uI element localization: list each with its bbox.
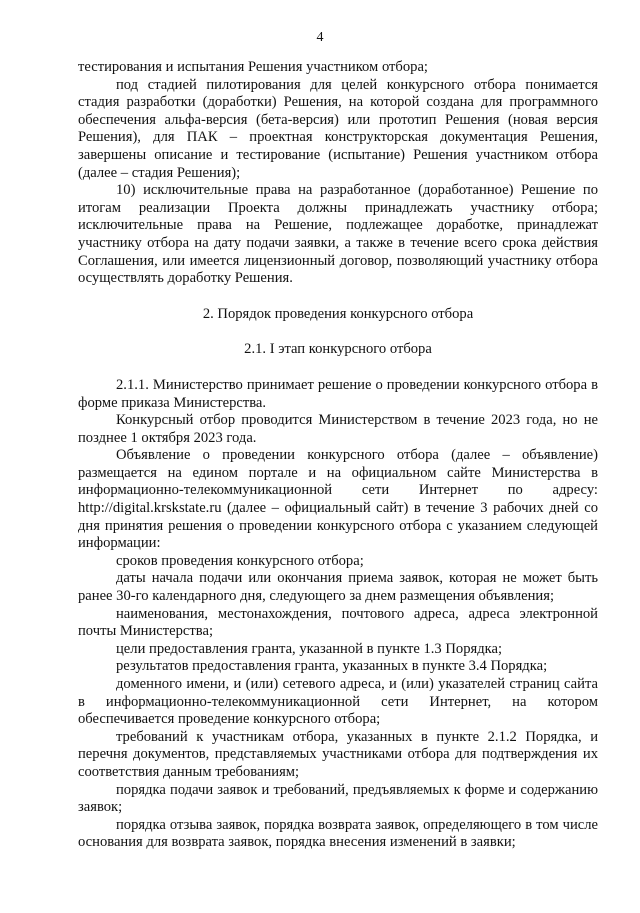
page-number: 4	[316, 30, 324, 45]
list-item: цели предоставления гранта, указанной в пункте 1.3 Порядка;	[116, 640, 503, 657]
section-heading: 2. Порядок проведения конкурсного отбора	[202, 305, 474, 322]
paragraph: Объявление о проведении конкурсного отбора (далее – объявление) размещается на едином портале и на официальном сайте Министерства в информационно-телекоммуникационной сети Интернет по адресу: http://digital.krskstate.ru (далее – официальный сайт) в течение 3 рабочих дней со дня принятия решения о проведении конкурсного отбора с указанием следующей информации:	[78, 447, 598, 552]
list-item: порядка отзыва заявок, порядка возврата заявок, определяющего в том числе основания для возврата заявок, порядка внесения изменений в заявки;	[78, 816, 598, 851]
list-item: даты начала подачи или окончания приема заявок, которая не может быть ранее 30-го календарного дня, следующего за днем размещения объявления;	[78, 570, 598, 605]
list-item: наименования, местонахождения, почтового адреса, адреса электронной почты Министерства;	[78, 605, 598, 640]
paragraph: Конкурсный отбор проводится Министерством в течение 2023 года, но не позднее 1 октября 2023 года.	[78, 412, 598, 446]
list-item: сроков проведения конкурсного отбора;	[116, 552, 364, 569]
list-item: требований к участникам отбора, указанных в пункте 2.1.2 Порядка, и перечня документов, представляемых участниками отбора для подтверждения их соответствия данным требованиям;	[78, 728, 598, 780]
list-item: доменного имени, и (или) сетевого адреса, и (или) указателей страниц сайта в информационно-телекоммуникационной сети Интернет, на котором обеспечивается проведение конкурсного отбора;	[78, 676, 598, 728]
subsection-heading: 2.1. I этап конкурсного отбора	[244, 341, 432, 358]
list-item: результатов предоставления гранта, указанных в пункте 3.4 Порядка;	[116, 658, 548, 675]
paragraph: под стадией пилотирования для целей конкурсного отбора понимается стадия разработки (доработки) Решения, на которой создана для программного обеспечения альфа-версия (бета-версия) или прототип Решения (новая версия Решения), для ПАК – проектная конструкторская документация Решения, завершены описание и тестирование (испытание) Решения участником отбора (далее – стадия Решения);	[78, 76, 598, 181]
document-body	[78, 59, 598, 852]
paragraph: 10) исключительные права на разработанное (доработанное) Решение по итогам реализации Проекта должны принадлежать участнику отбора; исключительные права на Решение, подлежащее доработке, принадлежат участнику отбора на дату подачи заявки, а также в течение всего срока действия Соглашения, или имеется лицензионный договор, позволяющий участнику отбора осуществлять доработку Решения.	[78, 182, 598, 287]
paragraph: 2.1.1. Министерство принимает решение о проведении конкурсного отбора в форме приказа Министерства.	[78, 376, 598, 411]
paragraph: тестирования и испытания Решения участником отбора;	[78, 59, 428, 75]
list-item: порядка подачи заявок и требований, предъявляемых к форме и содержанию заявок;	[78, 781, 598, 816]
